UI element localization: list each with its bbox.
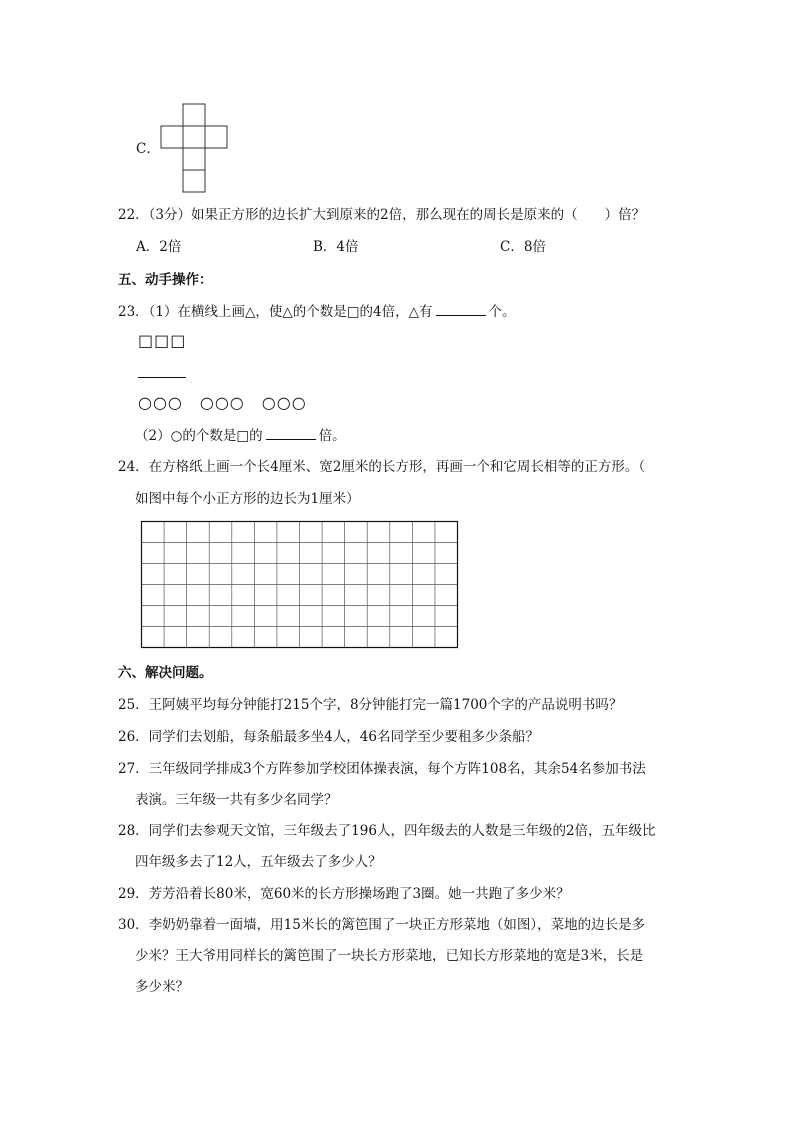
grid-paper[interactable] xyxy=(140,520,460,650)
q23-answer-blank-2[interactable] xyxy=(266,425,316,440)
drawing-line[interactable] xyxy=(138,377,186,378)
question-30-line-2: 少米？王大爷用同样长的篱笆围了一块长方形菜地，已知长方形菜地的宽是3米，长是 xyxy=(135,948,644,964)
q23-part2-suffix: 倍。 xyxy=(318,428,346,444)
question-29: 29．芳芳沿着长80米，宽60米的长方形操场跑了3圈。她一共跑了多少米？ xyxy=(118,886,570,902)
cube-net-figure xyxy=(160,103,230,195)
question-28-line-1: 28．同学们去参观天文馆，三年级去了196人，四年级去的人数是三年级的2倍，五年级比 xyxy=(118,823,656,839)
squares-row: □□□ xyxy=(138,331,187,350)
question-30-line-3: 多少米？ xyxy=(135,979,189,995)
question-28-line-2: 四年级多去了12人，五年级去了多少人？ xyxy=(135,854,382,870)
section-6-title: 六、解决问题。 xyxy=(118,665,213,681)
question-26: 26．同学们去划船，每条船最多坐4人，46名同学至少要租多少条船？ xyxy=(118,729,539,745)
q22-option-c: C．8倍 xyxy=(500,239,546,255)
q22-option-a: A．2倍 xyxy=(136,239,182,255)
question-23-part-2 xyxy=(135,425,346,446)
circles-row: ○○○ ○○○ ○○○ xyxy=(138,393,307,412)
option-c-label: C． xyxy=(136,141,160,157)
question-23-part-1 xyxy=(118,301,516,322)
question-27-line-1: 27．三年级同学排成3个方阵参加学校团体操表演，每个方阵108名，其余54名参加书法 xyxy=(118,761,646,777)
question-24-line-1: 24．在方格纸上画一个长4厘米、宽2厘米的长方形，再画一个和它周长相等的正方形。（ xyxy=(118,459,646,475)
question-30-line-1: 30．李奶奶靠着一面墙，用15米长的篱笆围了一块正方形菜地（如图），菜地的边长是多 xyxy=(118,917,646,933)
q23-part1-suffix: 个。 xyxy=(488,304,516,320)
q23-part2-prefix: （2）○的个数是□的 xyxy=(135,428,263,444)
question-25: 25．王阿姨平均每分钟能打215个字，8分钟能打完一篇1700个字的产品说明书吗？ xyxy=(118,697,623,713)
section-5-title: 五、动手操作： xyxy=(118,272,213,288)
q22-option-b: B．4倍 xyxy=(313,239,359,255)
q23-answer-blank-1[interactable] xyxy=(436,301,486,316)
question-27-line-2: 表演。三年级一共有多少名同学？ xyxy=(135,792,338,808)
q23-part1-prefix: 23．（1）在横线上画△，使△的个数是□的4倍，△有 xyxy=(118,304,433,320)
question-24-line-2: 如图中每个小正方形的边长为1厘米） xyxy=(135,491,360,507)
question-22: 22．（3分）如果正方形的边长扩大到原来的2倍，那么现在的周长是原来的（ ）倍？ xyxy=(118,207,646,223)
